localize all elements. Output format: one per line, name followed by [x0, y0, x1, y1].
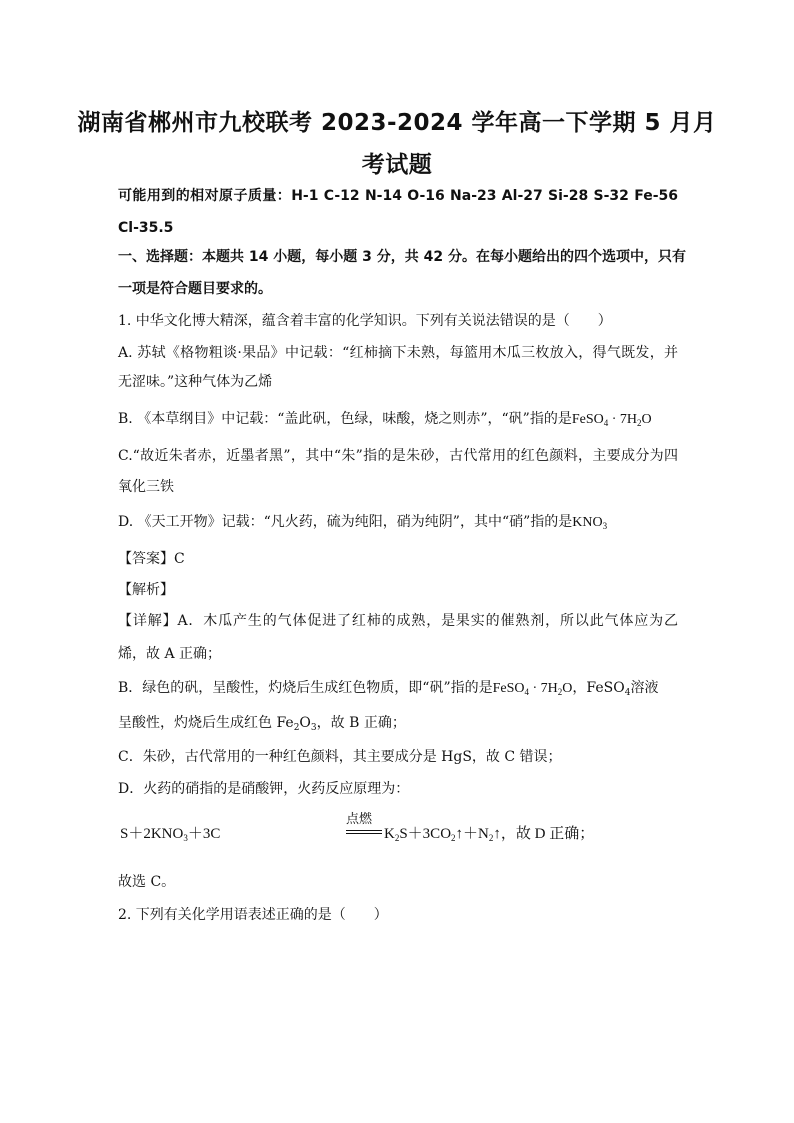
- analysis-heading: 【解析】: [118, 582, 174, 598]
- reaction-condition: 点燃: [346, 812, 373, 827]
- question2-stem: 2. 下列有关化学用语表述正确的是（ ）: [118, 907, 388, 923]
- option-d-text: D. 《天工开物》记载：“凡火药，硫为纯阳，硝为纯阴”，其中“硝”指的是: [118, 514, 573, 530]
- detail-d: D．火药的硝指的是硝酸钾，火药反应原理为：: [118, 781, 410, 797]
- atomic-masses-line1: 可能用到的相对原子质量：H-1 C-12 N-14 O-16 Na-23 Al-27 Si-28 S-32 Fe-56: [118, 188, 678, 204]
- question1-option-c-line1: C.“故近朱者赤，近墨者黑”，其中“朱”指的是朱砂，古代常用的红色颜料，主要成分为四: [118, 448, 678, 464]
- detail-a-line1: 【详解】A．木瓜产生的气体促进了红柿的成熟，是果实的催熟剂，所以此气体应为乙: [118, 613, 678, 629]
- question1-stem: 1. 中华文化博大精深，蕴含着丰富的化学知识。下列有关说法错误的是（ ）: [118, 313, 612, 329]
- document-title-line2: 考试题: [361, 152, 433, 178]
- option-d-formula: $KNO_3$: [572, 515, 608, 531]
- detail-b-line2: 呈酸性，灼烧后生成红色 $Fe_2O_3$，故 B 正确；: [118, 715, 406, 733]
- question1-option-b: [118, 409, 678, 433]
- detail-c: C．朱砂，古代常用的一种红色颜料，其主要成分是 HgS，故 C 错误；: [118, 749, 562, 765]
- section1-heading-line2: 一项是符合题目要求的。: [118, 281, 272, 297]
- option-b-formula: FeSO$_4$ · $7H_2O$: [571, 412, 652, 428]
- section1-heading-line1: 一、选择题：本题共 14 小题，每小题 3 分，共 42 分。在每小题给出的四个选项中，只有: [118, 249, 686, 265]
- equation-products: $K_2S+3CO_2↑+N_2↑$，故 D 正确；: [384, 826, 595, 843]
- question1-option-d: [118, 512, 678, 536]
- detail-b-line1: B．绿色的矾，呈酸性，灼烧后生成红色物质，即“矾”指的是FeSO$_4$ · $7H_2O$，FeSO$_4$溶液: [118, 680, 659, 698]
- question1-option-a-line2: 无涩味。”这种气体为乙烯: [118, 374, 273, 390]
- question1-option-a-line1: A. 苏轼《格物粗谈·果品》中记载：“红柿摘下未熟，每篮用木瓜三枚放入，得气既发，并: [118, 345, 678, 361]
- option-b-text: B. 《本草纲目》中记载：“盖此矾，色绿，味酸，烧之则赤”，“矾”指的是: [118, 411, 572, 427]
- question1-option-c-line2: 氧化三铁: [118, 479, 174, 495]
- equation-reactants: $S+2KNO_3+3C$: [120, 826, 221, 843]
- detail-a-line2: 烯，故 A 正确；: [118, 646, 222, 662]
- answer-label: 【答案】C: [118, 551, 185, 567]
- document-title-line1: 湖南省郴州市九校联考 2023-2024 学年高一下学期 5 月月: [77, 110, 717, 136]
- reaction-arrow-line-top: [346, 830, 382, 831]
- conclusion: 故选 C。: [118, 874, 176, 890]
- atomic-masses-line2: Cl-35.5: [118, 220, 174, 236]
- reaction-arrow-line-bottom: [346, 833, 382, 834]
- detail-b-formula: FeSO$_4$ · $7H_2O$: [492, 681, 573, 697]
- reaction-equation: [120, 808, 680, 848]
